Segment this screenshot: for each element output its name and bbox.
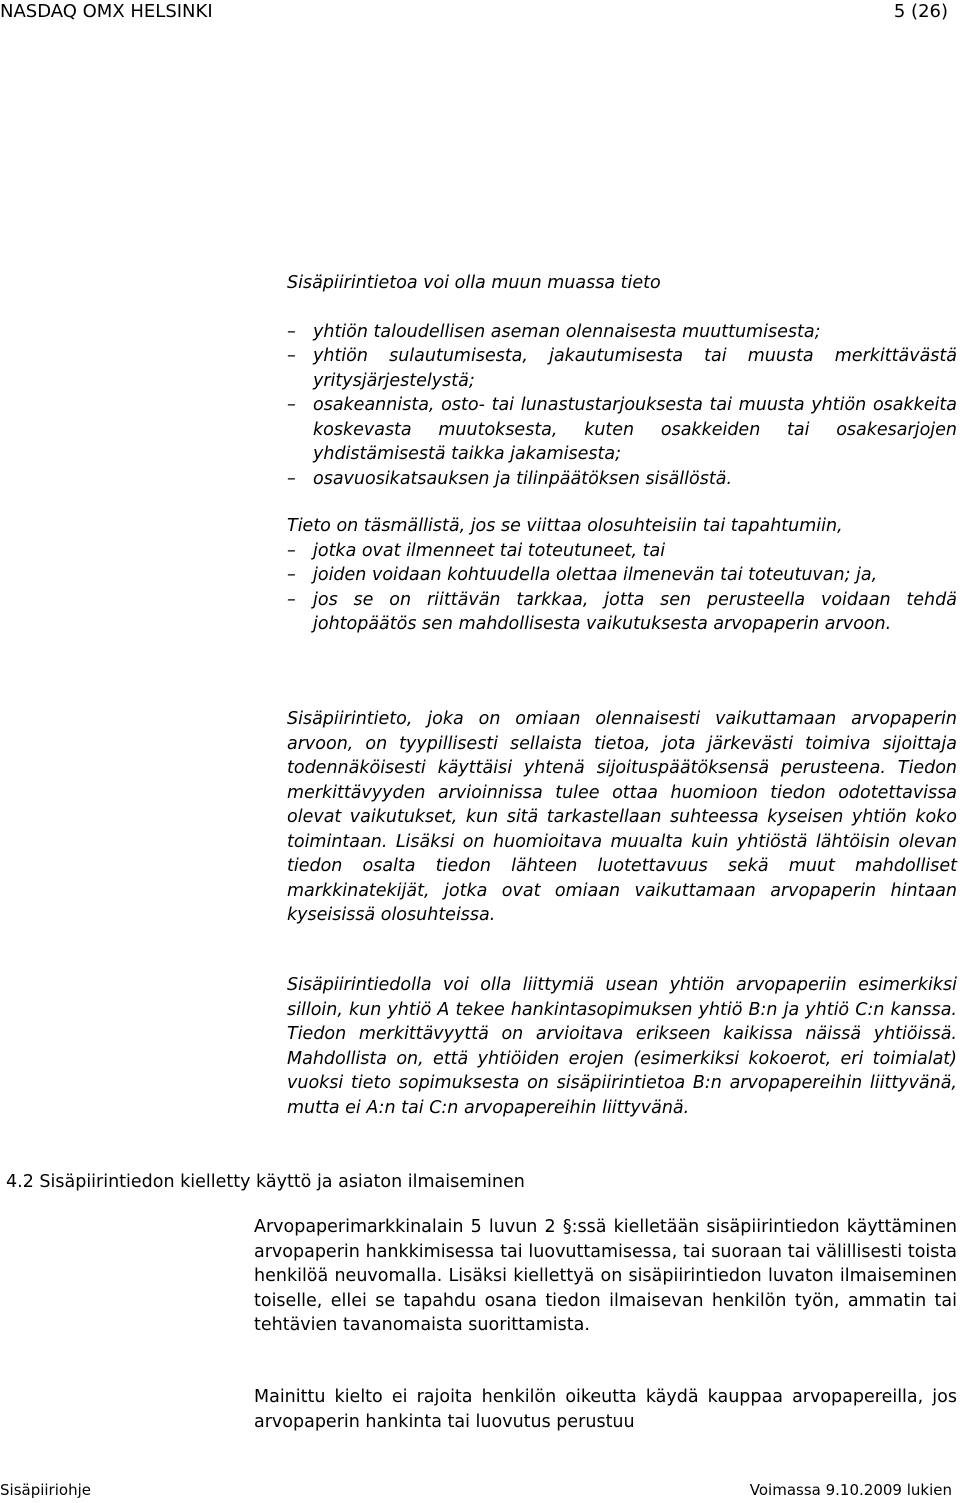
block-precise-info	[287, 514, 957, 637]
list-item: – osavuosikatsauksen ja tilinpäätöksen sisällöstä.	[287, 467, 957, 492]
paragraph-prohibition: Arvopaperimarkkinalain 5 luvun 2 §:ssä kielletään sisäpiirintiedon käyttäminen arvopaperin hankkimisessa tai luovuttamisessa, tai suoraan tai välillisesti toista henkilöä neuvomalla. Lisäksi kiellettyä on sisäpiirintiedon luvaton ilmaiseminen toiselle, ellei se tapahdu osana tiedon ilmaisevan henkilön työn, ammatin tai tehtävien tavanomaista suorittamista.	[254, 1217, 957, 1335]
list-item: – osakeannista, osto- tai lunastustarjouksesta tai muusta yhtiön osakkeita koskevasta muutoksesta, kuten osakkeiden tai osakesarjojen yhdistämisestä taikka jakamisesta;	[287, 393, 957, 467]
footer-right: Voimassa 9.10.2009 lukien	[749, 1481, 952, 1499]
paragraph-restriction: Mainittu kielto ei rajoita henkilön oikeutta käydä kauppaa arvopapereilla, jos arvopaperin hankinta tai luovutus perustuu	[254, 1387, 957, 1432]
paragraph-multiple-companies: Sisäpiirintiedolla voi olla liittymiä usean yhtiön arvopaperiin esimerkiksi silloin, kun yhtiö A tekee hankintasopimuksen yhtiö B:n ja yhtiö C:n kanssa. Tiedon merkittävyyttä on arvioitava erikseen kaikissa näissä yhtiöissä. Mahdollista on, että yhtiöiden erojen (esimerkiksi kokoerot, eri toimialat) vuoksi tieto sopimuksesta on sisäpiirintietoa B:n arvopapereihin liittyvänä, mutta ei A:n tai C:n arvopapereihin liittyvänä.	[287, 975, 957, 1118]
list-item: – yhtiön taloudellisen aseman olennaisesta muuttumisesta;	[287, 320, 957, 345]
block-intro: Sisäpiirintietoa voi olla muun muassa tieto	[287, 273, 661, 293]
section-heading: 4.2 Sisäpiirintiedon kielletty käyttö ja asiaton ilmaiseminen	[6, 1172, 525, 1192]
list-item: – joiden voidaan kohtuudella olettaa ilmenevän tai toteutuvan; ja,	[287, 563, 957, 588]
insider-examples-list	[287, 320, 957, 492]
header-page-number: 5 (26)	[893, 1, 948, 22]
list-item: – jos se on riittävän tarkkaa, jotta sen perusteella voidaan tehdä johtopäätös sen mahdollisesta vaikutuksesta arvopaperin arvoon.	[287, 588, 957, 637]
list-item: – jotka ovat ilmenneet tai toteutuneet, tai	[287, 539, 957, 564]
list-item: – yhtiön sulautumisesta, jakautumisesta tai muusta merkittävästä yritysjärjestelystä;	[287, 344, 957, 393]
header-left: NASDAQ OMX HELSINKI	[0, 1, 213, 22]
footer-left: Sisäpiiriohje	[0, 1481, 91, 1499]
paragraph-significance: Sisäpiirintieto, joka on omiaan olennaisesti vaikuttamaan arvopaperin arvoon, on tyypillisesti sellaista tietoa, jota järkevästi toimiva sijoittaja todennäköisesti käyttäisi yhtenä sijoituspäätöksensä perusteena. Tiedon merkittävyyden arvioinnissa tulee ottaa huomioon tiedon odotettavissa olevat vaikutukset, kun sitä tarkastellaan suhteessa kyseisen yhtiön koko toimintaan. Lisäksi on huomioitava muualta kuin yhtiöstä lähtöisin olevan tiedon osalta tiedon lähteen luotettavuus sekä muut mahdolliset markkinatekijät, jotka ovat omiaan vaikuttamaan arvopaperin hintaan kyseisissä olosuhteissa.	[287, 709, 957, 925]
precise-info-list	[287, 539, 957, 637]
block-insider-examples	[287, 271, 957, 491]
block-intro: Tieto on täsmällistä, jos se viittaa olosuhteisiin tai tapahtumiin,	[287, 516, 843, 536]
